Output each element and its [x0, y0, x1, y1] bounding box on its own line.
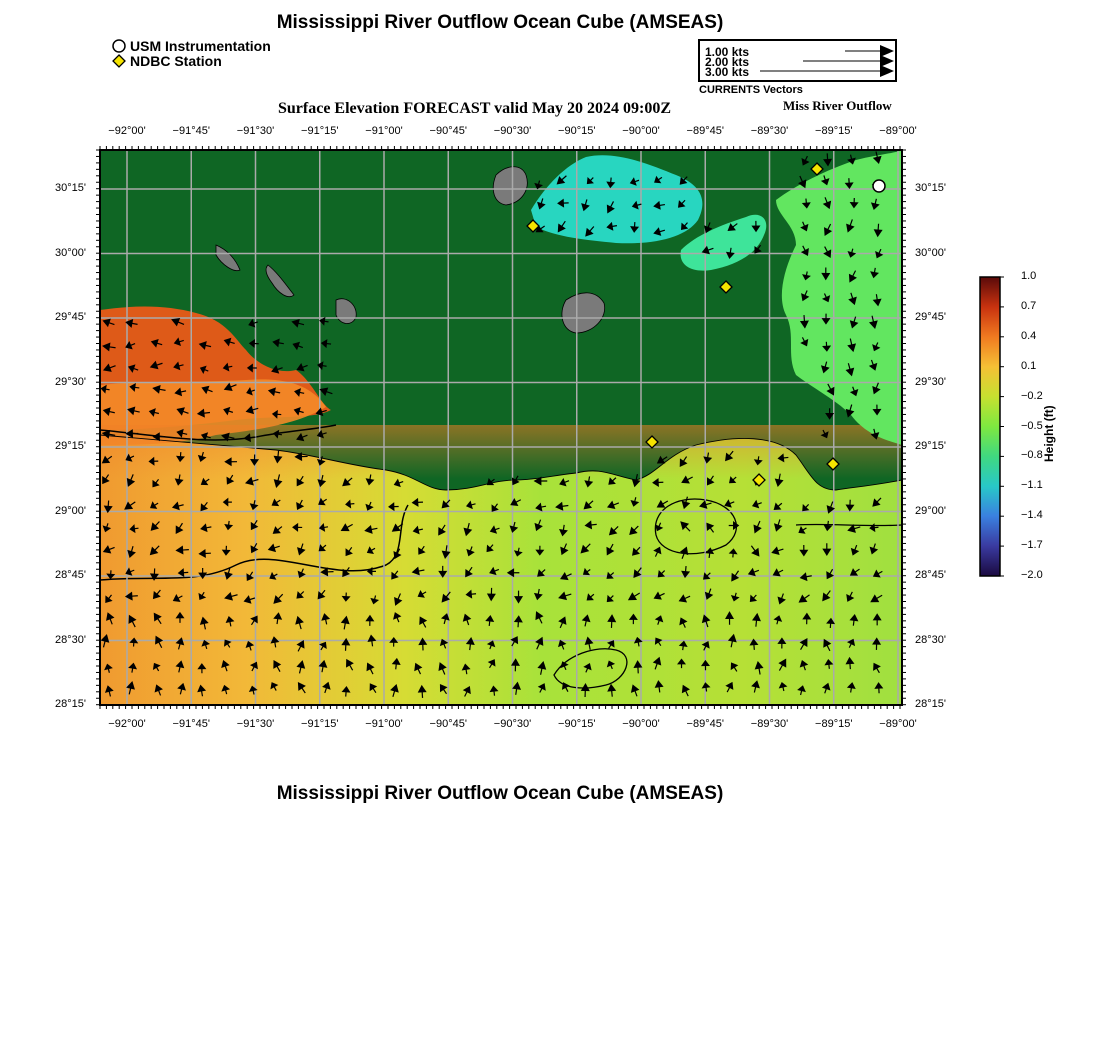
- vector-key-row-3: 3.00 kts: [705, 65, 750, 79]
- longitude-label: −89°15': [815, 718, 853, 730]
- longitude-label: −90°00': [622, 718, 660, 730]
- colorbar-tick-label: 0.1: [1021, 359, 1037, 372]
- legend-usm: [112, 38, 271, 54]
- longitude-label: −89°45': [686, 718, 724, 730]
- current-arrow-shaft: [706, 687, 707, 692]
- colorbar-tick-label: −1.7: [1021, 539, 1043, 552]
- longitude-label: −89°45': [686, 125, 724, 137]
- current-arrow-shaft: [730, 248, 731, 254]
- forecast-subtitle: Surface Elevation FORECAST valid May 20 2024 09:00Z: [278, 100, 672, 117]
- current-arrow-shaft: [323, 527, 328, 528]
- longitude-label: −90°15': [558, 125, 596, 137]
- current-arrow-shaft: [659, 686, 660, 692]
- longitude-label: −91°45': [172, 718, 210, 730]
- longitude-label: −91°15': [301, 718, 339, 730]
- current-arrow-shaft: [134, 387, 139, 388]
- current-arrow-shaft: [278, 451, 279, 457]
- current-arrow-shaft: [612, 690, 613, 696]
- current-arrow-shaft: [396, 664, 397, 670]
- colorbar-title: Height (ft): [1042, 405, 1056, 462]
- colorbar-tick-label: −2.0: [1021, 569, 1043, 581]
- colorbar-tick-label: −0.8: [1021, 449, 1043, 462]
- vector-key-caption: CURRENTS Vectors: [699, 84, 803, 96]
- region-label: Miss River Outflow: [783, 98, 892, 113]
- latitude-label: 28°15': [915, 698, 946, 710]
- latitude-label: 29°15': [915, 440, 946, 452]
- longitude-label: −91°45': [172, 125, 210, 137]
- longitude-label: −92°00': [108, 718, 146, 730]
- page-title: Mississippi River Outflow Ocean Cube (AMSEAS): [276, 12, 724, 33]
- latitude-label: 29°30': [55, 375, 86, 388]
- latitude-label: 28°15': [55, 698, 86, 710]
- longitude-label: −91°30': [236, 718, 275, 730]
- latitude-label: 28°45': [55, 569, 86, 581]
- current-arrow-shaft: [324, 321, 329, 322]
- map-panel: [96, 145, 906, 715]
- vector-key: [698, 39, 897, 82]
- current-arrow-shaft: [591, 524, 597, 525]
- legend-ndbc-label: NDBC Station: [130, 53, 222, 69]
- longitude-label: −91°00': [365, 125, 403, 137]
- current-arrow-shaft: [105, 389, 109, 390]
- current-arrow-shaft: [783, 457, 788, 458]
- latitude-label: 28°45': [915, 569, 946, 581]
- longitude-label: −89°30': [750, 718, 789, 730]
- current-arrow-shaft: [277, 618, 278, 624]
- footer-title: Mississippi River Outflow Ocean Cube (AMSEAS): [276, 783, 724, 804]
- surface-elevation-map: [96, 145, 906, 710]
- latitude-label: 30°00': [915, 246, 946, 259]
- current-arrow-shaft: [466, 669, 467, 674]
- latitude-label: 29°30': [915, 375, 946, 388]
- current-arrow-shaft: [470, 644, 471, 651]
- current-arrow-shaft: [756, 620, 757, 627]
- longitude-label: −90°45': [429, 125, 467, 137]
- longitude-label: −90°30': [493, 718, 532, 730]
- longitude-label: −89°00': [879, 718, 917, 730]
- current-arrow-shaft: [277, 434, 281, 435]
- colorbar-tick-label: 0.7: [1021, 299, 1037, 312]
- latitude-label: 29°45': [915, 311, 946, 323]
- longitude-label: −91°30': [236, 125, 275, 137]
- usm-instrument-marker[interactable]: [873, 180, 885, 192]
- colorbar-scale: [978, 276, 1004, 578]
- current-arrow-shaft: [853, 620, 854, 626]
- longitude-label: −89°15': [815, 125, 853, 137]
- vector-key-row-1: 1.00 kts: [705, 45, 750, 59]
- latitude-label: 30°15': [915, 182, 946, 194]
- colorbar-tick-label: −0.5: [1021, 419, 1043, 432]
- yellow-diamond-icon: [112, 54, 126, 68]
- current-arrow-shaft: [828, 521, 829, 526]
- current-arrow-shaft: [322, 366, 327, 367]
- colorbar-tick-label: 1.0: [1021, 270, 1037, 282]
- latitude-label: 30°15': [55, 182, 86, 194]
- longitude-label: −90°15': [558, 718, 596, 730]
- colorbar-tick-label: −1.1: [1021, 479, 1043, 492]
- longitude-label: −90°45': [429, 718, 467, 730]
- colorbar-tick-label: −0.2: [1021, 389, 1043, 402]
- height-colorbar: [978, 270, 1056, 583]
- current-arrow-shaft: [489, 620, 490, 625]
- latitude-label: 28°30': [55, 633, 86, 646]
- longitude-label: −89°00': [879, 125, 917, 137]
- latitude-label: 29°15': [55, 440, 86, 452]
- current-arrow-shaft: [229, 521, 230, 526]
- longitude-label: −91°00': [365, 718, 403, 730]
- vector-key-row-2: 2.00 kts: [705, 55, 750, 69]
- current-arrow-shaft: [686, 566, 687, 572]
- current-arrow-shaft: [203, 413, 210, 414]
- legend-ndbc: [112, 53, 222, 69]
- current-arrow-shaft: [709, 553, 710, 558]
- longitude-label: −90°00': [622, 125, 660, 137]
- current-arrow-shaft: [851, 687, 852, 692]
- current-arrow-shaft: [829, 664, 830, 669]
- vector-key-arrows: [700, 41, 895, 80]
- current-arrow-shaft: [250, 437, 256, 438]
- current-arrow-shaft: [758, 456, 759, 461]
- colorbar-tick-label: 0.4: [1021, 329, 1037, 342]
- colorbar-tick-label: −1.4: [1021, 509, 1043, 522]
- longitude-label: −91°15': [301, 125, 339, 137]
- latitude-label: 29°00': [915, 504, 946, 517]
- longitude-label: −89°30': [750, 125, 789, 137]
- longitude-label: −90°30': [493, 125, 532, 137]
- current-arrow-shaft: [372, 640, 373, 646]
- latitude-label: 29°00': [55, 504, 86, 517]
- current-arrow-shaft: [683, 645, 684, 650]
- latitude-label: 29°45': [55, 311, 86, 323]
- current-arrow-shaft: [326, 344, 331, 345]
- current-arrow-shaft: [134, 528, 139, 529]
- legend-usm-label: USM Instrumentation: [130, 38, 271, 54]
- longitude-label: −92°00': [108, 125, 146, 137]
- latitude-label: 30°00': [55, 246, 86, 259]
- current-arrow-shaft: [494, 691, 495, 696]
- white-circle-icon: [112, 39, 126, 53]
- latitude-label: 28°30': [915, 633, 946, 646]
